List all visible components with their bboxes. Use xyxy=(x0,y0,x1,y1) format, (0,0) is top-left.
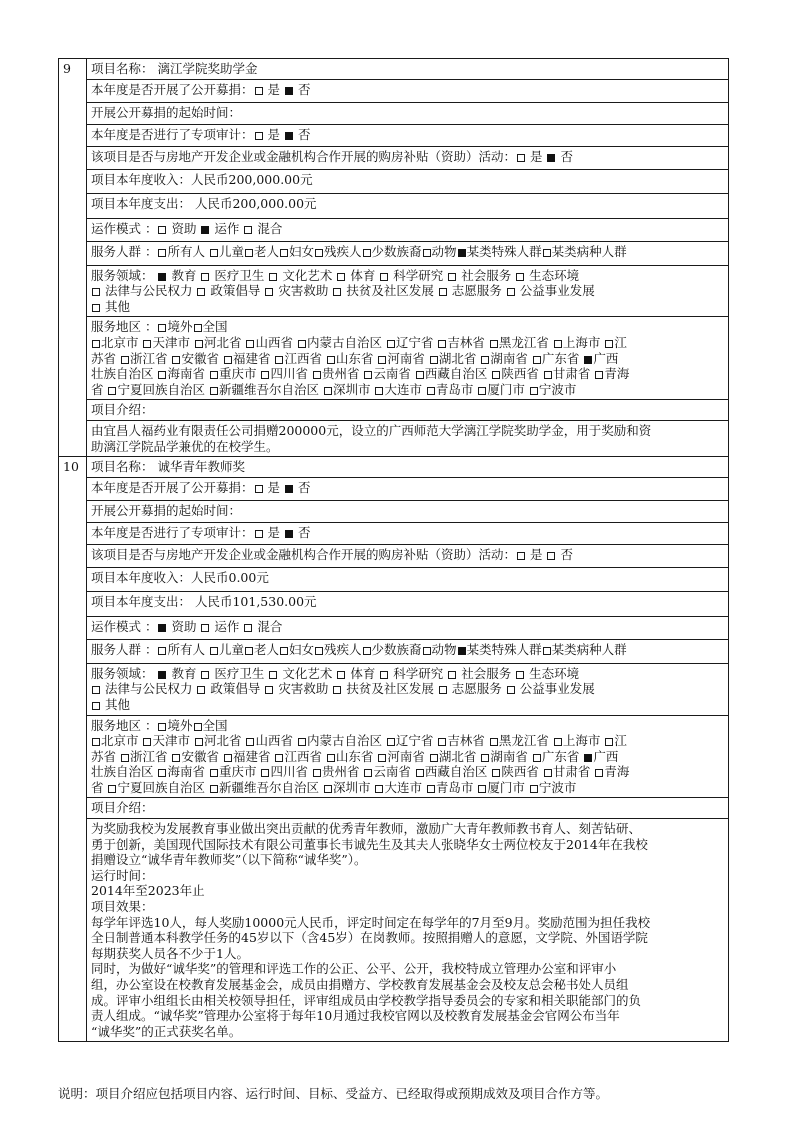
unchecked-box-icon xyxy=(201,273,209,281)
service-area-row xyxy=(59,715,729,798)
unchecked-box-icon xyxy=(255,530,263,538)
unchecked-box-icon xyxy=(315,647,323,655)
service-area-row-line: 苏省 浙江省 安徽省 福建省 江西省 山东省 河南省 湖北省 湖南省 广东省 广西 xyxy=(91,748,619,764)
unchecked-box-icon xyxy=(261,769,269,777)
unchecked-box-icon xyxy=(244,226,252,234)
service-fields-row-line: 法律与公民权力 政策倡导 灾害救助 扶贫及社区发展 志愿服务 公益事业发展 xyxy=(91,283,724,299)
unchecked-box-icon xyxy=(363,249,371,257)
unchecked-box-icon xyxy=(313,769,321,777)
checked-box-icon xyxy=(158,273,166,281)
special-audit-row-text: 本年度是否进行了专项审计： 是 否 xyxy=(91,524,311,540)
service-area-row-line: 北京市 天津市 河北省 山西省 内蒙古自治区 辽宁省 吉林省 黑龙江省 上海市 江 xyxy=(91,335,724,351)
intro-label: 项目介绍： xyxy=(91,800,154,816)
unchecked-box-icon xyxy=(246,738,254,746)
project-name-row xyxy=(59,59,729,80)
unchecked-box-icon xyxy=(255,485,263,493)
unchecked-box-icon xyxy=(108,785,116,793)
annual-income-row-text: 项目本年度收入：人民币200,000.00元 xyxy=(91,171,313,187)
checked-box-icon xyxy=(285,87,293,95)
unchecked-box-icon xyxy=(210,371,218,379)
service-area-row-line: 苏省 浙江省 安徽省 福建省 江西省 山东省 河南省 湖北省 湖南省 广东省 广西 xyxy=(91,350,619,366)
unchecked-box-icon xyxy=(172,356,180,364)
project-name-row xyxy=(59,457,729,478)
service-fields-row xyxy=(59,265,729,317)
unchecked-box-icon xyxy=(337,671,345,679)
unchecked-box-icon xyxy=(423,647,431,655)
unchecked-box-icon xyxy=(364,371,372,379)
annual-income-row xyxy=(59,169,729,193)
unchecked-box-icon xyxy=(269,273,277,281)
project-name-row-text: 项目名称： 漓江学院奖助学金 xyxy=(91,61,258,76)
unchecked-box-icon xyxy=(158,769,166,777)
unchecked-box-icon xyxy=(533,356,541,364)
unchecked-box-icon xyxy=(210,647,218,655)
unchecked-box-icon xyxy=(492,769,500,777)
footnote: 说明：项目介绍应包括项目内容、运行时间、目标、受益方、已经取得或预期成效及项目合作方等。 xyxy=(58,1086,609,1101)
unchecked-box-icon xyxy=(554,340,562,348)
unchecked-box-icon xyxy=(423,249,431,257)
unchecked-box-icon xyxy=(380,273,388,281)
unchecked-box-icon xyxy=(438,340,446,348)
unchecked-box-icon xyxy=(492,371,500,379)
unchecked-box-icon xyxy=(595,371,603,379)
checked-box-icon xyxy=(285,530,293,538)
annual-expense-row xyxy=(59,193,729,218)
unchecked-box-icon xyxy=(375,785,383,793)
service-fields-row-line: 其他 xyxy=(91,299,724,315)
intro-body-row xyxy=(59,819,729,1042)
intro-line: 全日制普通本科教学任务的45岁以下（含45岁）在岗教师。按照捐赠人的意愿，文学院、外国语学院 xyxy=(91,930,648,946)
unchecked-box-icon xyxy=(478,785,486,793)
unchecked-box-icon xyxy=(143,738,151,746)
unchecked-box-icon xyxy=(158,371,166,379)
unchecked-box-icon xyxy=(280,647,288,655)
public-fundraising-row xyxy=(59,477,729,500)
checked-box-icon xyxy=(201,226,209,234)
unchecked-box-icon xyxy=(265,288,273,296)
unchecked-box-icon xyxy=(298,340,306,348)
unchecked-box-icon xyxy=(275,356,283,364)
unchecked-box-icon xyxy=(333,686,341,694)
unchecked-box-icon xyxy=(265,686,273,694)
unchecked-box-icon xyxy=(544,371,552,379)
unchecked-box-icon xyxy=(430,356,438,364)
target-groups-row xyxy=(59,639,729,663)
housing-subsidy-row-text: 该项目是否与房地产开发企业或金融机构合作开展的购房补贴（资助）活动： 是 否 xyxy=(91,546,573,562)
unchecked-box-icon xyxy=(554,738,562,746)
unchecked-box-icon xyxy=(158,324,166,332)
unchecked-box-icon xyxy=(380,671,388,679)
intro-line: 为奖励我校为发展教育事业做出突出贡献的优秀青年教师，激励广大青年教师教书育人、刻苦钻研、 xyxy=(91,821,642,837)
service-area-row-line: 省 宁夏回族自治区 新疆维吾尔自治区 深圳市 大连市 青岛市 厦门市 宁波市 xyxy=(91,779,577,795)
unchecked-box-icon xyxy=(275,754,283,762)
service-fields-row xyxy=(59,663,729,715)
unchecked-box-icon xyxy=(327,356,335,364)
checked-box-icon xyxy=(158,671,166,679)
annual-income-row xyxy=(59,567,729,591)
target-groups-row xyxy=(59,241,729,265)
intro-line: 同时，为做好“诚华奖”的管理和评选工作的公正、公平、公开，我校特成立管理办公室和评审小 xyxy=(91,961,617,977)
unchecked-box-icon xyxy=(427,387,435,395)
annual-income-row-text: 项目本年度收入：人民币0.00元 xyxy=(91,569,269,585)
unchecked-box-icon xyxy=(246,340,254,348)
unchecked-box-icon xyxy=(416,769,424,777)
unchecked-box-icon xyxy=(194,324,202,332)
intro-line: 责人组成。“诚华奖”管理办公室将于每年10月通过我校官网以及校教育发展基金会官网公布当年 xyxy=(91,1008,620,1024)
unchecked-box-icon xyxy=(298,738,306,746)
unchecked-box-icon xyxy=(333,288,341,296)
unchecked-box-icon xyxy=(448,671,456,679)
service-fields-row-line: 法律与公民权力 政策倡导 灾害救助 扶贫及社区发展 志愿服务 公益事业发展 xyxy=(91,681,724,697)
intro-line: “诚华奖”的正式获奖名单。 xyxy=(91,1023,242,1039)
unchecked-box-icon xyxy=(201,624,209,632)
service-fields-row-line: 服务领域： 教育 医疗卫生 文化艺术 体育 科学研究 社会服务 生态环境 xyxy=(91,267,580,283)
project-disclosure-table xyxy=(58,58,729,1042)
special-audit-row-text: 本年度是否进行了专项审计： 是 否 xyxy=(91,126,311,142)
service-area-row-line: 壮族自治区 海南省 重庆市 四川省 贵州省 云南省 西藏自治区 陕西省 甘肃省 青海 xyxy=(91,366,630,382)
intro-line: 勇于创新，美国现代国际技术有限公司董事长韦诚先生及其夫人张晓华女士两位校友于2014年在我校 xyxy=(91,836,648,852)
unchecked-box-icon xyxy=(197,288,205,296)
unchecked-box-icon xyxy=(201,671,209,679)
unchecked-box-icon xyxy=(363,647,371,655)
intro-label-row xyxy=(59,400,729,421)
housing-subsidy-row xyxy=(59,146,729,169)
intro-line: 捐赠设立“诚华青年教师奖”（以下简称“诚华奖”）。 xyxy=(91,852,367,868)
unchecked-box-icon xyxy=(92,702,100,710)
unchecked-box-icon xyxy=(92,304,100,312)
unchecked-box-icon xyxy=(315,249,323,257)
unchecked-box-icon xyxy=(172,754,180,762)
service-area-row-line: 省 宁夏回族自治区 新疆维吾尔自治区 深圳市 大连市 青岛市 厦门市 宁波市 xyxy=(91,381,577,397)
service-area-row-line: 北京市 天津市 河北省 山西省 内蒙古自治区 辽宁省 吉林省 黑龙江省 上海市 江 xyxy=(91,733,724,749)
unchecked-box-icon xyxy=(143,340,151,348)
checked-box-icon xyxy=(547,154,555,162)
unchecked-box-icon xyxy=(121,356,129,364)
unchecked-box-icon xyxy=(255,132,263,140)
intro-label: 项目介绍： xyxy=(91,402,154,418)
checked-box-icon xyxy=(285,132,293,140)
unchecked-box-icon xyxy=(448,273,456,281)
annual-expense-row-text: 项目本年度支出： 人民币101,530.00元 xyxy=(91,593,317,609)
unchecked-box-icon xyxy=(605,340,613,348)
fundraising-start-row-text: 开展公开募捐的起始时间： xyxy=(91,502,242,518)
unchecked-box-icon xyxy=(507,686,515,694)
checked-box-icon xyxy=(158,624,166,632)
unchecked-box-icon xyxy=(438,738,446,746)
unchecked-box-icon xyxy=(430,754,438,762)
intro-line: 成。评审小组组长由相关校领导担任，评审组成员由学校教学指导委员会的专家和相关职能部门的负 xyxy=(91,992,642,1008)
unchecked-box-icon xyxy=(255,87,263,95)
unchecked-box-icon xyxy=(313,371,321,379)
unchecked-box-icon xyxy=(378,356,386,364)
unchecked-box-icon xyxy=(92,288,100,296)
service-area-row-line: 壮族自治区 海南省 重庆市 四川省 贵州省 云南省 西藏自治区 陕西省 甘肃省 青海 xyxy=(91,764,630,780)
unchecked-box-icon xyxy=(195,738,203,746)
unchecked-box-icon xyxy=(195,340,203,348)
unchecked-box-icon xyxy=(517,154,525,162)
operation-mode-row-text: 运作模式 ： 资助 运作 混合 xyxy=(91,618,283,634)
unchecked-box-icon xyxy=(387,738,395,746)
target-groups-row-text: 服务人群 ： 所有人 儿童 老人 妇女 残疾人 少数族裔 动物 某类特殊人群 某类病种人群 xyxy=(91,243,627,259)
unchecked-box-icon xyxy=(210,249,218,257)
intro-line: 2014年至2023年止 xyxy=(91,883,205,899)
unchecked-box-icon xyxy=(92,340,100,348)
service-area-row-line: 服务地区 ： 境外 全国 xyxy=(91,319,228,335)
checked-box-icon xyxy=(285,485,293,493)
fundraising-start-row-text: 开展公开募捐的起始时间： xyxy=(91,104,242,120)
service-fields-row-line: 其他 xyxy=(91,697,724,713)
unchecked-box-icon xyxy=(224,356,232,364)
special-audit-row xyxy=(59,124,729,146)
unchecked-box-icon xyxy=(245,249,253,257)
unchecked-box-icon xyxy=(378,754,386,762)
unchecked-box-icon xyxy=(543,647,551,655)
unchecked-box-icon xyxy=(375,387,383,395)
intro-line: 组，办公室设在校教育发展基金会，成员由捐赠方、学校教育发展基金会及校友总会秘书处人员组 xyxy=(91,977,629,992)
operation-mode-row-text: 运作模式 ： 资助 运作 混合 xyxy=(91,220,283,236)
unchecked-box-icon xyxy=(533,754,541,762)
public-fundraising-row xyxy=(59,79,729,102)
intro-line: 运行时间： xyxy=(91,867,154,883)
service-area-row-line: 服务地区 ： 境外 全国 xyxy=(91,717,228,733)
service-fields-row-line: 服务领域： 教育 医疗卫生 文化艺术 体育 科学研究 社会服务 生态环境 xyxy=(91,665,580,681)
unchecked-box-icon xyxy=(516,273,524,281)
unchecked-box-icon xyxy=(269,671,277,679)
checked-box-icon xyxy=(458,249,466,257)
unchecked-box-icon xyxy=(324,785,332,793)
unchecked-box-icon xyxy=(544,769,552,777)
unchecked-box-icon xyxy=(121,754,129,762)
unchecked-box-icon xyxy=(516,671,524,679)
unchecked-box-icon xyxy=(595,769,603,777)
intro-line: 由宜昌人福药业有限责任公司捐赠200000元，设立的广西师范大学漓江学院奖助学金，用于奖励和资 xyxy=(91,422,652,438)
fundraising-start-row xyxy=(59,102,729,124)
housing-subsidy-row-text: 该项目是否与房地产开发企业或金融机构合作开展的购房补贴（资助）活动： 是 否 xyxy=(91,148,573,164)
unchecked-box-icon xyxy=(280,249,288,257)
target-groups-row-text: 服务人群 ： 所有人 儿童 老人 妇女 残疾人 少数族裔 动物 某类特殊人群 某类病种人群 xyxy=(91,641,627,657)
checked-box-icon xyxy=(458,647,466,655)
project-table-sheet xyxy=(58,58,728,1042)
unchecked-box-icon xyxy=(245,647,253,655)
project-number: 9 xyxy=(59,59,87,457)
intro-line: 助漓江学院品学兼优的在校学生。 xyxy=(91,438,279,454)
unchecked-box-icon xyxy=(387,340,395,348)
project-name-row-text: 项目名称： 诚华青年教师奖 xyxy=(91,459,245,475)
unchecked-box-icon xyxy=(197,686,205,694)
unchecked-box-icon xyxy=(530,387,538,395)
unchecked-box-icon xyxy=(244,624,252,632)
fundraising-start-row xyxy=(59,500,729,522)
unchecked-box-icon xyxy=(158,226,166,234)
intro-line: 每期获奖人员各不少于1人。 xyxy=(91,945,249,961)
unchecked-box-icon xyxy=(439,686,447,694)
unchecked-box-icon xyxy=(605,738,613,746)
intro-line: 项目效果： xyxy=(91,899,154,915)
intro-body-row xyxy=(59,420,729,456)
unchecked-box-icon xyxy=(481,754,489,762)
intro-line: 每学年评选10人，每人奖励10000元人民币，评定时间定在每学年的7月至9月。奖励范围为担任我校 xyxy=(91,914,651,930)
unchecked-box-icon xyxy=(92,686,100,694)
unchecked-box-icon xyxy=(364,769,372,777)
unchecked-box-icon xyxy=(158,723,166,731)
unchecked-box-icon xyxy=(507,288,515,296)
unchecked-box-icon xyxy=(337,273,345,281)
public-fundraising-row-text: 本年度是否开展了公开募捐： 是 否 xyxy=(91,81,311,97)
unchecked-box-icon xyxy=(324,387,332,395)
public-fundraising-row-text: 本年度是否开展了公开募捐： 是 否 xyxy=(91,479,311,495)
unchecked-box-icon xyxy=(543,249,551,257)
unchecked-box-icon xyxy=(224,754,232,762)
unchecked-box-icon xyxy=(158,249,166,257)
unchecked-box-icon xyxy=(481,356,489,364)
operation-mode-row xyxy=(59,616,729,639)
service-area-row xyxy=(59,317,729,400)
unchecked-box-icon xyxy=(92,738,100,746)
checked-box-icon xyxy=(584,356,592,364)
unchecked-box-icon xyxy=(416,371,424,379)
unchecked-box-icon xyxy=(490,738,498,746)
unchecked-box-icon xyxy=(108,387,116,395)
unchecked-box-icon xyxy=(517,552,525,560)
unchecked-box-icon xyxy=(261,371,269,379)
unchecked-box-icon xyxy=(547,552,555,560)
intro-label-row xyxy=(59,798,729,819)
project-number: 10 xyxy=(59,457,87,1042)
unchecked-box-icon xyxy=(194,723,202,731)
annual-expense-row-text: 项目本年度支出： 人民币200,000.00元 xyxy=(91,195,317,211)
unchecked-box-icon xyxy=(327,754,335,762)
unchecked-box-icon xyxy=(478,387,486,395)
unchecked-box-icon xyxy=(490,340,498,348)
operation-mode-row xyxy=(59,218,729,241)
unchecked-box-icon xyxy=(210,785,218,793)
unchecked-box-icon xyxy=(439,288,447,296)
unchecked-box-icon xyxy=(210,387,218,395)
unchecked-box-icon xyxy=(427,785,435,793)
unchecked-box-icon xyxy=(158,647,166,655)
checked-box-icon xyxy=(584,754,592,762)
special-audit-row xyxy=(59,522,729,544)
housing-subsidy-row xyxy=(59,544,729,567)
annual-expense-row xyxy=(59,591,729,616)
unchecked-box-icon xyxy=(530,785,538,793)
unchecked-box-icon xyxy=(210,769,218,777)
